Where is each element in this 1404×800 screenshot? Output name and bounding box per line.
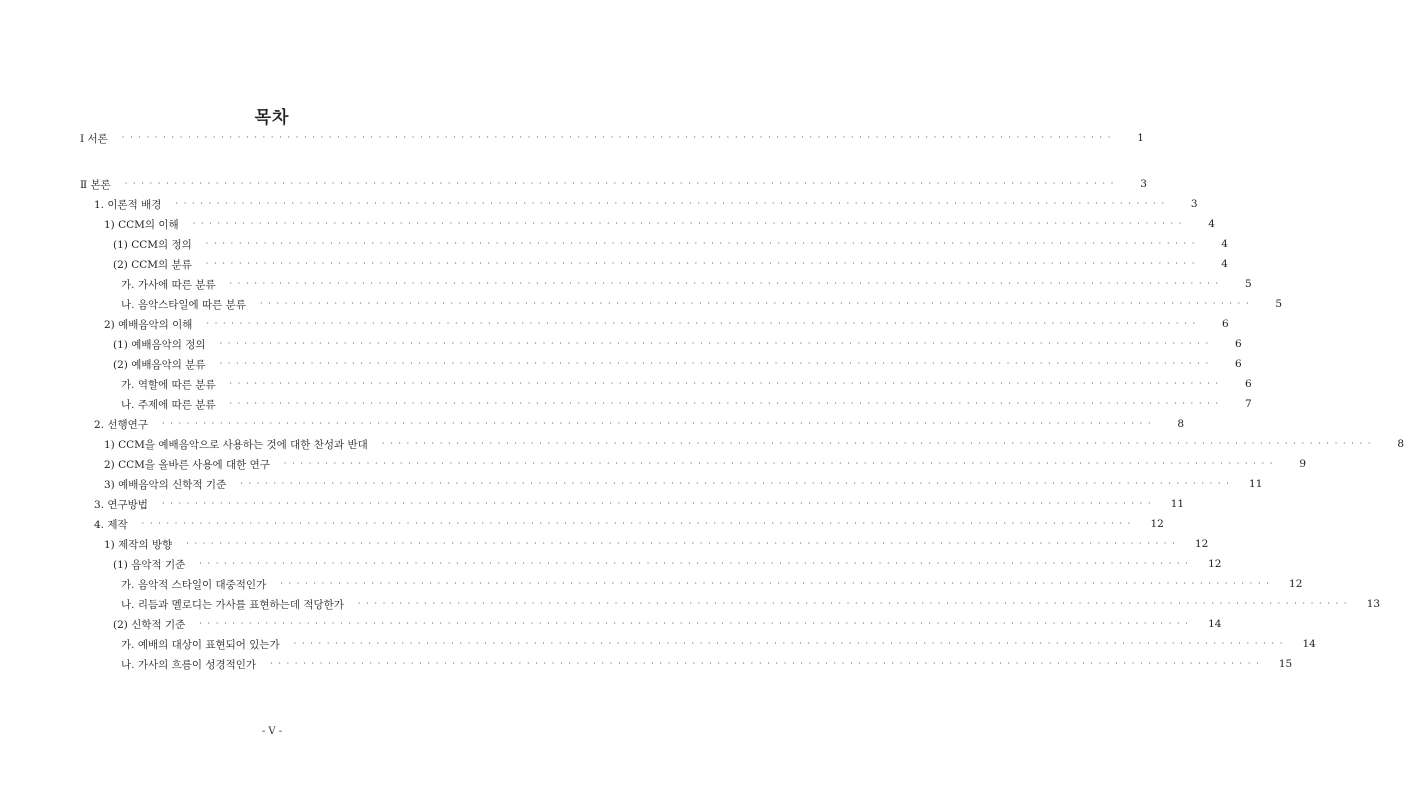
toc-entry[interactable] bbox=[113, 614, 1222, 634]
dot-leader: · · · · · · · · · · · · · · · · · · · · · · · · · · · · · · · · · · · · · · · · · · · · · · · · · · · · · · · · · · · · · · · · · · · · · · · · · · · · · · · · · · · · · · · · · · · · · · · · · · · · · · · · · · · · · · · · · · · · · · · · bbox=[280, 579, 1271, 588]
toc-entry[interactable] bbox=[104, 214, 1215, 234]
toc-entry[interactable] bbox=[104, 474, 1263, 494]
toc-entry-label: (2) CCM의 분류 bbox=[113, 258, 192, 271]
dot-leader: · · · · · · · · · · · · · · · · · · · · · · · · · · · · · · · · · · · · · · · · · · · · · · · · · · · · · · · · · · · · · · · · · · · · · · · · · · · · · · · · · · · · · · · · · · · · · · · · · · · · · · · · · · · · · · · · · · · · · · · · bbox=[381, 439, 1372, 448]
dot-leader: · · · · · · · · · · · · · · · · · · · · · · · · · · · · · · · · · · · · · · · · · · · · · · · · · · · · · · · · · · · · · · · · · · · · · · · · · · · · · · · · · · · · · · · · · · · · · · · · · · · · · · · · · · · · · · · · · · · · · · · · bbox=[229, 399, 1220, 408]
toc-entry[interactable] bbox=[121, 654, 1293, 674]
toc-entry-label: 2) 예배음악의 이해 bbox=[104, 318, 193, 331]
toc-entry-label: (1) 음악적 기준 bbox=[113, 558, 186, 571]
toc-entry-page-number: 6 bbox=[1235, 358, 1242, 370]
toc-entry-page-number: 7 bbox=[1244, 398, 1252, 410]
toc-entry[interactable] bbox=[80, 174, 1147, 194]
dot-leader: · · · · · · · · · · · · · · · · · · · · · · · · · · · · · · · · · · · · · · · · · · · · · · · · · · · · · · · · · · · · · · · · · · · · · · · · · · · · · · · · · · · · · · · · · · · · · · · · · · · · · · · · · · · · · · · · · · · · · · · · bbox=[186, 539, 1177, 548]
toc-entry-label: 3. 연구방법 bbox=[94, 498, 148, 511]
dot-leader: · · · · · · · · · · · · · · · · · · · · · · · · · · · · · · · · · · · · · · · · · · · · · · · · · · · · · · · · · · · · · · · · · · · · · · · · · · · · · · · · · · · · · · · · · · · · · · · · · · · · · · · · · · · · · · · · · · · · · · · · bbox=[259, 299, 1251, 308]
dot-leader: · · · · · · · · · · · · · · · · · · · · · · · · · · · · · · · · · · · · · · · · · · · · · · · · · · · · · · · · · · · · · · · · · · · · · · · · · · · · · · · · · · · · · · · · · · · · · · · · · · · · · · · · · · · · · · · · · · · · · · · · bbox=[229, 379, 1220, 388]
toc-entry[interactable] bbox=[113, 334, 1242, 354]
toc-entry-page-number: 4 bbox=[1221, 238, 1228, 250]
toc-entry-label: 나. 음악스타일에 따른 분류 bbox=[121, 298, 246, 311]
toc-entry[interactable] bbox=[121, 274, 1252, 294]
toc-entry-page-number: 8 bbox=[1397, 438, 1404, 450]
toc-entry[interactable] bbox=[80, 128, 1144, 148]
toc-entry[interactable] bbox=[94, 514, 1164, 534]
toc-entry[interactable] bbox=[113, 254, 1228, 274]
toc-entry[interactable] bbox=[113, 354, 1242, 374]
dot-leader: · · · · · · · · · · · · · · · · · · · · · · · · · · · · · · · · · · · · · · · · · · · · · · · · · · · · · · · · · · · · · · · · · · · · · · · · · · · · · · · · · · · · · · · · · · · · · · · · · · · · · · · · · · · · · · · · · · · · · · · · bbox=[199, 559, 1190, 568]
toc-entry-page-number: 12 bbox=[1289, 578, 1303, 590]
dot-leader: · · · · · · · · · · · · · · · · · · · · · · · · · · · · · · · · · · · · · · · · · · · · · · · · · · · · · · · · · · · · · · · · · · · · · · · · · · · · · · · · · · · · · · · · · · · · · · · · · · · · · · · · · · · · · · · · · · · · · · · · bbox=[161, 419, 1153, 428]
toc-entry-page-number: 5 bbox=[1244, 278, 1252, 290]
toc-entry-page-number: 3 bbox=[1190, 198, 1198, 210]
toc-entry-label: 가. 가사에 따른 분류 bbox=[121, 278, 216, 291]
toc-entry[interactable] bbox=[94, 194, 1198, 214]
toc-entry-page-number: 11 bbox=[1249, 478, 1263, 490]
toc-entry[interactable] bbox=[121, 374, 1252, 394]
dot-leader: · · · · · · · · · · · · · · · · · · · · · · · · · · · · · · · · · · · · · · · · · · · · · · · · · · · · · · · · · · · · · · · · · · · · · · · · · · · · · · · · · · · · · · · · · · · · · · · · · · · · · · · · · · · · · · · · · · · · · · · · bbox=[293, 639, 1284, 648]
toc-entry-page-number: 3 bbox=[1140, 178, 1147, 190]
toc-entry-page-number: 4 bbox=[1221, 258, 1228, 270]
toc-entry-label: 1. 이론적 배경 bbox=[94, 198, 162, 211]
toc-entry-page-number: 6 bbox=[1235, 338, 1242, 350]
toc-entry-label: 4. 제작 bbox=[94, 518, 128, 531]
toc-entry-label: 나. 리듬과 멜로디는 가사를 표현하는데 적당한가 bbox=[121, 598, 344, 611]
dot-leader: · · · · · · · · · · · · · · · · · · · · · · · · · · · · · · · · · · · · · · · · · · · · · · · · · · · · · · · · · · · · · · · · · · · · · · · · · · · · · · · · · · · · · · · · · · · · · · · · · · · · · · · · · · · · · · · · · · · · · · · · bbox=[121, 133, 1112, 142]
dot-leader: · · · · · · · · · · · · · · · · · · · · · · · · · · · · · · · · · · · · · · · · · · · · · · · · · · · · · · · · · · · · · · · · · · · · · · · · · · · · · · · · · · · · · · · · · · · · · · · · · · · · · · · · · · · · · · · · · · · · · · · · bbox=[205, 239, 1196, 248]
toc-entry-label: 1) CCM을 예배음악으로 사용하는 것에 대한 찬성과 반대 bbox=[104, 438, 368, 451]
toc-entry[interactable] bbox=[121, 294, 1283, 314]
dot-leader: · · · · · · · · · · · · · · · · · · · · · · · · · · · · · · · · · · · · · · · · · · · · · · · · · · · · · · · · · · · · · · · · · · · · · · · · · · · · · · · · · · · · · · · · · · · · · · · · · · · · · · · · · · · · · · · · · · · · · · · · bbox=[357, 599, 1349, 608]
toc-entry-label: 1) 제작의 방향 bbox=[104, 538, 173, 551]
dot-leader: · · · · · · · · · · · · · · · · · · · · · · · · · · · · · · · · · · · · · · · · · · · · · · · · · · · · · · · · · · · · · · · · · · · · · · · · · · · · · · · · · · · · · · · · · · · · · · · · · · · · · · · · · · · · · · · · · · · · · · · · bbox=[199, 619, 1190, 628]
toc-entry-page-number: 8 bbox=[1177, 418, 1185, 430]
toc-entry-page-number: 12 bbox=[1194, 538, 1209, 550]
toc-title: 목차 bbox=[254, 108, 290, 128]
toc-entry-label: (1) CCM의 정의 bbox=[113, 238, 192, 251]
toc-entry-label: (2) 예배음악의 분류 bbox=[113, 358, 206, 371]
dot-leader: · · · · · · · · · · · · · · · · · · · · · · · · · · · · · · · · · · · · · · · · · · · · · · · · · · · · · · · · · · · · · · · · · · · · · · · · · · · · · · · · · · · · · · · · · · · · · · · · · · · · · · · · · · · · · · · · · · · · · · · · bbox=[175, 199, 1166, 208]
toc-entry[interactable] bbox=[104, 434, 1404, 454]
toc-entry-page-number: 14 bbox=[1208, 618, 1222, 630]
dot-leader: · · · · · · · · · · · · · · · · · · · · · · · · · · · · · · · · · · · · · · · · · · · · · · · · · · · · · · · · · · · · · · · · · · · · · · · · · · · · · · · · · · · · · · · · · · · · · · · · · · · · · · · · · · · · · · · · · · · · · · · · bbox=[270, 659, 1261, 668]
toc-entry[interactable] bbox=[121, 594, 1381, 614]
toc-entry[interactable] bbox=[94, 494, 1185, 514]
toc-entry[interactable] bbox=[94, 414, 1185, 434]
toc-entry-page-number: 6 bbox=[1221, 318, 1229, 330]
toc-entry[interactable] bbox=[104, 534, 1209, 554]
toc-entry-label: Ⅰ 서론 bbox=[80, 132, 108, 145]
dot-leader: · · · · · · · · · · · · · · · · · · · · · · · · · · · · · · · · · · · · · · · · · · · · · · · · · · · · · · · · · · · · · · · · · · · · · · · · · · · · · · · · · · · · · · · · · · · · · · · · · · · · · · · · · · · · · · · · · · · · · · · · bbox=[229, 279, 1220, 288]
toc-entry[interactable] bbox=[113, 554, 1222, 574]
toc-entry[interactable] bbox=[121, 574, 1303, 594]
dot-leader: · · · · · · · · · · · · · · · · · · · · · · · · · · · · · · · · · · · · · · · · · · · · · · · · · · · · · · · · · · · · · · · · · · · · · · · · · · · · · · · · · · · · · · · · · · · · · · · · · · · · · · · · · · · · · · · · · · · · · · · · bbox=[124, 179, 1115, 188]
toc-entry-label: Ⅱ 본론 bbox=[80, 178, 111, 191]
toc-entry[interactable] bbox=[113, 234, 1228, 254]
toc-entry-page-number: 4 bbox=[1208, 218, 1215, 230]
toc-entry-label: 3) 예배음악의 신학적 기준 bbox=[104, 478, 227, 491]
toc-entry-page-number: 13 bbox=[1366, 598, 1381, 610]
toc-entry-label: 가. 역할에 따른 분류 bbox=[121, 378, 216, 391]
dot-leader: · · · · · · · · · · · · · · · · · · · · · · · · · · · · · · · · · · · · · · · · · · · · · · · · · · · · · · · · · · · · · · · · · · · · · · · · · · · · · · · · · · · · · · · · · · · · · · · · · · · · · · · · · · · · · · · · · · · · · · · · bbox=[240, 479, 1231, 488]
dot-leader: · · · · · · · · · · · · · · · · · · · · · · · · · · · · · · · · · · · · · · · · · · · · · · · · · · · · · · · · · · · · · · · · · · · · · · · · · · · · · · · · · · · · · · · · · · · · · · · · · · · · · · · · · · · · · · · · · · · · · · · · bbox=[205, 259, 1196, 268]
toc-entry-label: 가. 예배의 대상이 표현되어 있는가 bbox=[121, 638, 280, 651]
toc-entry-page-number: 12 bbox=[1208, 558, 1222, 570]
toc-entry-label: 2) CCM을 올바른 사용에 대한 연구 bbox=[104, 458, 270, 471]
toc-entry-label: 1) CCM의 이해 bbox=[104, 218, 179, 231]
toc-entry[interactable] bbox=[121, 634, 1316, 654]
page-number-footer: - V - bbox=[261, 726, 283, 737]
toc-entry[interactable] bbox=[104, 454, 1307, 474]
toc-entry-page-number: 9 bbox=[1299, 458, 1307, 470]
dot-leader: · · · · · · · · · · · · · · · · · · · · · · · · · · · · · · · · · · · · · · · · · · · · · · · · · · · · · · · · · · · · · · · · · · · · · · · · · · · · · · · · · · · · · · · · · · · · · · · · · · · · · · · · · · · · · · · · · · · · · · · · bbox=[141, 519, 1132, 528]
toc-entry-label: 가. 음악적 스타일이 대중적인가 bbox=[121, 578, 267, 591]
toc-entry-label: (2) 신학적 기준 bbox=[113, 618, 186, 631]
toc-entry-page-number: 14 bbox=[1302, 638, 1316, 650]
toc-entry-page-number: 5 bbox=[1275, 298, 1283, 310]
toc-entry-page-number: 15 bbox=[1278, 658, 1293, 670]
toc-entry[interactable] bbox=[121, 394, 1252, 414]
dot-leader: · · · · · · · · · · · · · · · · · · · · · · · · · · · · · · · · · · · · · · · · · · · · · · · · · · · · · · · · · · · · · · · · · · · · · · · · · · · · · · · · · · · · · · · · · · · · · · · · · · · · · · · · · · · · · · · · · · · · · · · · bbox=[161, 499, 1153, 508]
dot-leader: · · · · · · · · · · · · · · · · · · · · · · · · · · · · · · · · · · · · · · · · · · · · · · · · · · · · · · · · · · · · · · · · · · · · · · · · · · · · · · · · · · · · · · · · · · · · · · · · · · · · · · · · · · · · · · · · · · · · · · · · bbox=[192, 219, 1183, 228]
toc-entry-page-number: 1 bbox=[1137, 132, 1144, 144]
toc-entry-label: (1) 예배음악의 정의 bbox=[113, 338, 206, 351]
dot-leader: · · · · · · · · · · · · · · · · · · · · · · · · · · · · · · · · · · · · · · · · · · · · · · · · · · · · · · · · · · · · · · · · · · · · · · · · · · · · · · · · · · · · · · · · · · · · · · · · · · · · · · · · · · · · · · · · · · · · · · · · bbox=[219, 359, 1210, 368]
toc-entry-label: 나. 주제에 따른 분류 bbox=[121, 398, 216, 411]
toc-entry[interactable] bbox=[104, 314, 1229, 334]
dot-leader: · · · · · · · · · · · · · · · · · · · · · · · · · · · · · · · · · · · · · · · · · · · · · · · · · · · · · · · · · · · · · · · · · · · · · · · · · · · · · · · · · · · · · · · · · · · · · · · · · · · · · · · · · · · · · · · · · · · · · · · · bbox=[283, 459, 1275, 468]
toc-entry-label: 나. 가사의 흐름이 성경적인가 bbox=[121, 658, 257, 671]
toc-entry-page-number: 11 bbox=[1170, 498, 1185, 510]
toc-entry-page-number: 12 bbox=[1150, 518, 1164, 530]
dot-leader: · · · · · · · · · · · · · · · · · · · · · · · · · · · · · · · · · · · · · · · · · · · · · · · · · · · · · · · · · · · · · · · · · · · · · · · · · · · · · · · · · · · · · · · · · · · · · · · · · · · · · · · · · · · · · · · · · · · · · · · · bbox=[206, 319, 1197, 328]
dot-leader: · · · · · · · · · · · · · · · · · · · · · · · · · · · · · · · · · · · · · · · · · · · · · · · · · · · · · · · · · · · · · · · · · · · · · · · · · · · · · · · · · · · · · · · · · · · · · · · · · · · · · · · · · · · · · · · · · · · · · · · · bbox=[219, 339, 1210, 348]
toc-entry-page-number: 6 bbox=[1244, 378, 1252, 390]
toc-entry-label: 2. 선행연구 bbox=[94, 418, 148, 431]
